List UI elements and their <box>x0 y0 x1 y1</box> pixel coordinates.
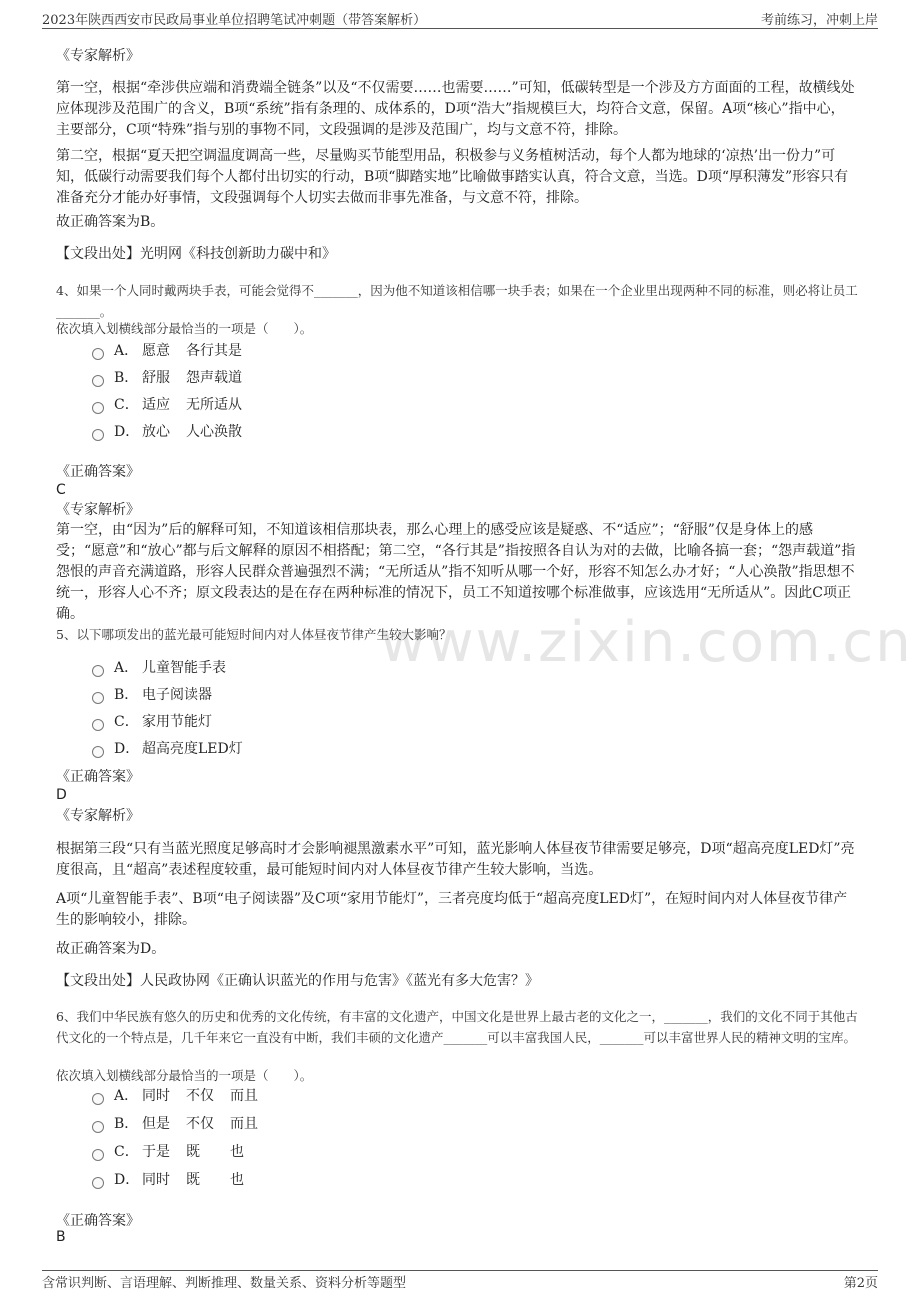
q4-option-a[interactable]: A． 愿意 各行其是 <box>92 340 242 362</box>
q6-option-c[interactable]: C． 于是 既 也 <box>92 1141 244 1163</box>
q3-analysis-para1: 第一空，根据“牵涉供应端和消费端全链条”以及“不仅需要……也需要……”可知，低碳转型是一个涉及方方面面的工程，故横线处应体现涉及范围广的含义，B项“系统”指有条理的、成体系的，D项“浩大”指规模巨大，均符合文意，保留。A项“核心”指中心，主要部分，C项“特殊”指与别的事物不同，文段强调的是涉及范围广，均与文意不符，排除。 <box>56 80 855 138</box>
q4-option-d[interactable]: D． 放心 人心涣散 <box>92 421 242 443</box>
radio-icon[interactable] <box>92 1093 104 1105</box>
q3-source: 【文段出处】光明网《科技创新助力碳中和》 <box>56 246 336 262</box>
q6-option-a[interactable]: A． 同时 不仅 而且 <box>92 1085 258 1107</box>
radio-icon[interactable] <box>92 746 104 758</box>
page-header <box>42 8 878 29</box>
radio-icon[interactable] <box>92 402 104 414</box>
q4-option-c[interactable]: C． 适应 无所适从 <box>92 394 242 416</box>
q4-stem: 4、如果一个人同时戴两块手表，可能会觉得不_______，因为他不知道该相信哪一块手表；如果在一个企业里出现两种不同的标准，则必将让员工_______。 <box>56 283 858 319</box>
radio-icon[interactable] <box>92 665 104 677</box>
radio-icon[interactable] <box>92 692 104 704</box>
q5-answer: D <box>56 787 67 803</box>
radio-icon[interactable] <box>92 1121 104 1133</box>
watermark: www.zixin.com.cn <box>380 610 913 675</box>
q5-answer-label: 《正确答案》 <box>56 769 140 785</box>
radio-icon[interactable] <box>92 719 104 731</box>
q5-option-a[interactable]: A． 儿童智能手表 <box>92 657 226 679</box>
q4-answer-label: 《正确答案》 <box>56 464 140 480</box>
q6-answer-label: 《正确答案》 <box>56 1213 140 1229</box>
radio-icon[interactable] <box>92 348 104 360</box>
q5-analysis-para2: A项“儿童智能手表”、B项“电子阅读器”及C项“家用节能灯”，三者亮度均低于“超高亮度LED灯”，在短时间内对人体昼夜节律产生的影响较小，排除。 <box>56 891 848 928</box>
q5-option-d[interactable]: D． 超高亮度LED灯 <box>92 738 243 760</box>
q5-conclusion: 故正确答案为D。 <box>56 941 166 957</box>
q6-stem: 6、我们中华民族有悠久的历史和优秀的文化传统，有丰富的文化遗产，中国文化是世界上最古老的文化之一，_______，我们的文化不同于其他古代文化的一个特点是，几千年来它一直没有中断，我们丰硕的文化遗产_______可以丰富我国人民，_______可以丰富世界人民的精神文明的宝库。 <box>56 1009 858 1045</box>
q6-prompt: 依次填入划横线部分最恰当的一项是（ ）。 <box>56 1068 313 1083</box>
radio-icon[interactable] <box>92 1177 104 1189</box>
q5-expert-label: 《专家解析》 <box>56 808 140 824</box>
page-number: 第2页 <box>843 1275 878 1291</box>
footer-note: 含常识判断、言语理解、判断推理、数量关系、资料分析等题型 <box>42 1275 407 1291</box>
q5-option-b[interactable]: B． 电子阅读器 <box>92 684 212 706</box>
header-title: 2023年陕西西安市民政局事业单位招聘笔试冲刺题（带答案解析） <box>42 12 427 28</box>
q3-analysis-para2: 第二空，根据“夏天把空调温度调高一些，尽量购买节能型用品，积极参与义务植树活动，每个人都为地球的‘凉热’出一份力”可知，低碳行动需要我们每个人都付出切实的行动，B项“脚踏实地”比喻做事踏实认真，符合文意，当选。D项“厚积薄发”形容只有准备充分才能办好事情，文段强调每个人切实去做而非事先准备，与文意不符，排除。 <box>56 148 849 206</box>
q6-option-d[interactable]: D． 同时 既 也 <box>92 1169 244 1191</box>
q3-conclusion: 故正确答案为B。 <box>56 214 165 230</box>
q5-option-c[interactable]: C． 家用节能灯 <box>92 711 212 733</box>
radio-icon[interactable] <box>92 1149 104 1161</box>
q6-option-b[interactable]: B． 但是 不仅 而且 <box>92 1113 258 1135</box>
q5-stem: 5、以下哪项发出的蓝光最可能短时间内对人体昼夜节律产生较大影响？ <box>56 627 452 642</box>
q6-answer: B <box>56 1229 66 1245</box>
q5-source: 【文段出处】人民政协网《正确认识蓝光的作用与危害》《蓝光有多大危害？》 <box>56 973 539 989</box>
q4-analysis: 第一空，由“因为”后的解释可知，不知道该相信那块表，那么心理上的感受应该是疑惑、不“适应”；“舒服”仅是身体上的感受；“愿意”和“放心”都与后文解释的原因不相搭配；第二空，“各行其是”指按照各自认为对的去做，比喻各搞一套；“怨声载道”指怨恨的声音充满道路，形容人民群众普遍强烈不满；“无所适从”指不知听从哪一个好，形容不知怎么办才好；“人心涣散”指思想不统一，形容人心不齐；原文段表达的是在存在两种标准的情况下，员工不知道按哪个标准做事，应该选用“无所适从”。因此C项正确。 <box>56 522 856 622</box>
radio-icon[interactable] <box>92 375 104 387</box>
page-footer <box>42 1270 878 1291</box>
q4-prompt: 依次填入划横线部分最恰当的一项是（ ）。 <box>56 321 313 336</box>
q4-answer: C <box>56 482 66 498</box>
q4-option-b[interactable]: B． 舒服 怨声载道 <box>92 367 242 389</box>
radio-icon[interactable] <box>92 429 104 441</box>
q3-expert-label: 《专家解析》 <box>56 48 140 64</box>
header-slogan: 考前练习，冲刺上岸 <box>760 12 878 28</box>
q4-expert-label: 《专家解析》 <box>56 502 140 518</box>
q5-analysis-para1: 根据第三段“只有当蓝光照度足够高时才会影响褪黑激素水平”可知，蓝光影响人体昼夜节律需要足够亮，D项“超高亮度LED灯”亮度很高，且“超高”表述程度较重，最可能短时间内对人体昼夜节律产生较大影响，当选。 <box>56 841 855 878</box>
